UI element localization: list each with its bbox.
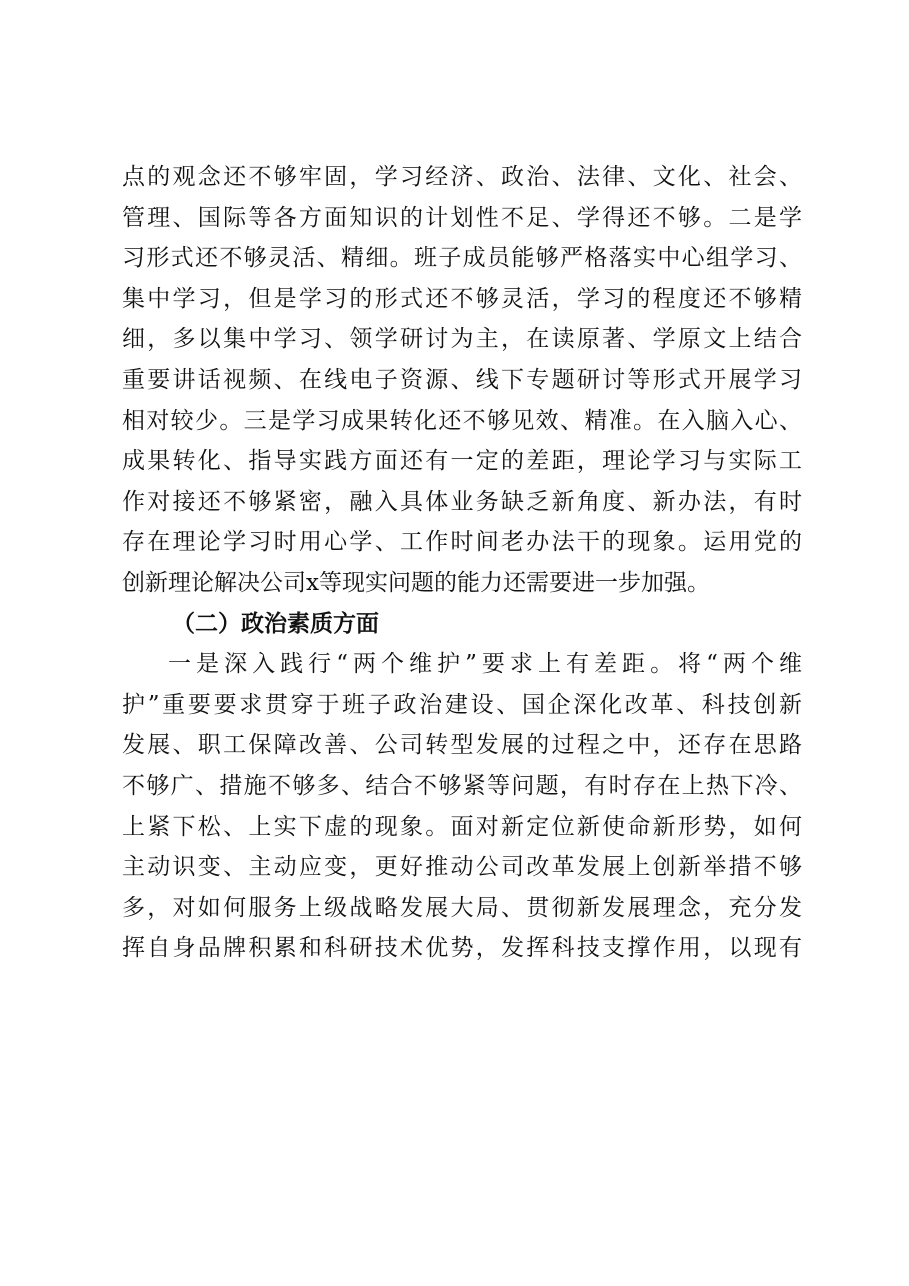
paragraph-line: 不够广、措施不够多、结合不够紧等问题，有时存在上热下冷、: [122, 772, 802, 799]
paragraph-line: 上紧下松、上实下虚的现象。面对新定位新使命新形势，如何: [122, 813, 802, 840]
paragraph-line: 集中学习，但是学习的形式还不够灵活，学习的程度还不够精: [122, 285, 802, 312]
paragraph-line: 挥自身品牌积累和科研技术优势，发挥科技支撑作用，以现有: [122, 935, 802, 962]
paragraph-line: 习形式还不够灵活、精细。班子成员能够严格落实中心组学习、: [122, 245, 802, 272]
section-heading: （二）政治素质方面: [172, 609, 379, 637]
paragraph-line: 成果转化、指导实践方面还有一定的差距，理论学习与实际工: [122, 448, 802, 475]
paragraph-line: 点的观念还不够牢固，学习经济、政治、法律、文化、社会、: [122, 164, 802, 190]
paragraph-line: 主动识变、主动应变，更好推动公司改革发展上创新举措不够: [122, 854, 802, 881]
paragraph-line: 创新理论解决公司x等现实问题的能力还需要进一步加强。: [122, 569, 710, 596]
paragraph-line: 管理、国际等各方面知识的计划性不足、学得还不够。二是学: [122, 204, 802, 231]
paragraph-line: 发展、职工保障改善、公司转型发展的过程之中，还存在思路: [122, 732, 802, 759]
paragraph-line: 重要讲话视频、在线电子资源、线下专题研讨等形式开展学习: [122, 366, 802, 393]
body-text: [122, 157, 802, 969]
paragraph-line: 细，多以集中学习、领学研讨为主，在读原著、学原文上结合: [122, 326, 802, 353]
paragraph-line: 多，对如何服务上级战略发展大局、贯彻新发展理念，充分发: [122, 894, 802, 921]
paragraph-line: 存在理论学习时用心学、工作时间老办法干的现象。运用党的: [122, 529, 802, 556]
paragraph-line: 相对较少。三是学习成果转化还不够见效、精准。在入脑入心、: [122, 407, 802, 434]
paragraph-line: 作对接还不够紧密，融入具体业务缺乏新角度、新办法，有时: [122, 488, 802, 515]
paragraph-line: 护”重要要求贯穿于班子政治建设、国企深化改革、科技创新: [122, 691, 802, 718]
paragraph-line: 一是深入践行“两个维护”要求上有差距。将“两个维: [168, 651, 802, 678]
